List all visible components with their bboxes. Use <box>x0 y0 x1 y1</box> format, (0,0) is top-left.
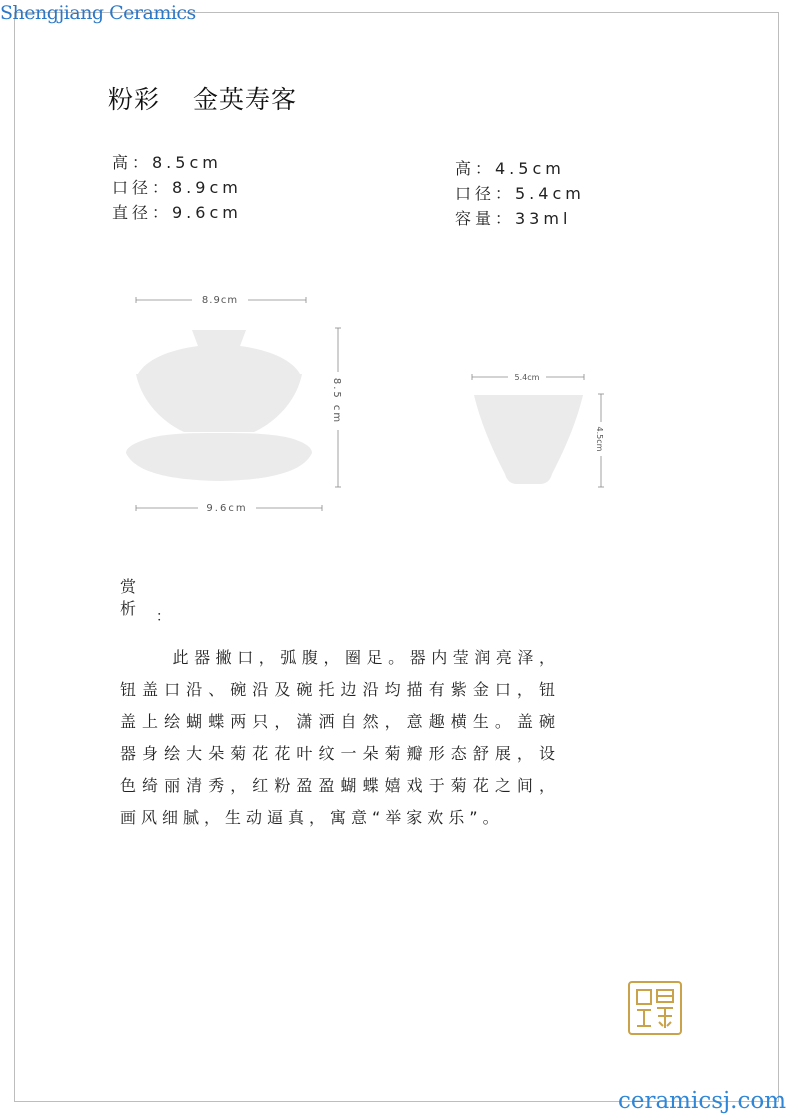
cup-mouth-label: 5.4cm <box>514 373 540 382</box>
gaiwan-diameter-label: 9.6cm <box>206 503 248 514</box>
dimension-diagram <box>0 0 790 540</box>
gaiwan-lid-knob <box>192 330 246 346</box>
spec-height: 高：8.5cm <box>112 153 222 172</box>
spec-cup-height: 高：4.5cm <box>455 159 565 178</box>
gaiwan-lid <box>138 346 300 374</box>
cup-silhouette <box>474 395 583 484</box>
title-name: 金英寿客 <box>192 85 297 114</box>
appreciation-label-line2: 析 <box>120 599 137 618</box>
gaiwan-saucer <box>126 433 312 481</box>
appreciation-text: 此器撇口，弧腹，圈足。器内莹润亮泽，钮盖口沿、碗沿及碗托边沿均描有紫金口，钮盖上绘蝴蝶两只，潇洒自然，意趣横生。盖碗器身绘大朵菊花花叶纹一朵菊瓣形态舒展，设色绮丽清秀，红粉盈盈蝴蝶嬉戏于菊花之间，画风细腻，生动逼真，寓意“举家欢乐”。 <box>120 648 560 827</box>
watermark-top: Shengjiang Ceramics <box>0 2 196 24</box>
watermark-bottom: ceramicsj.com <box>617 1088 786 1114</box>
spec-diameter: 直径：9.6cm <box>112 203 242 222</box>
spec-cup-capacity: 容量：33ml <box>455 209 572 228</box>
seal-stamp <box>627 980 683 1036</box>
gaiwan-silhouette <box>126 330 312 481</box>
cup-height-label: 4.5cm <box>595 426 604 452</box>
title-category: 粉彩 <box>108 85 161 114</box>
appreciation-label-colon: ： <box>156 609 170 625</box>
spec-mouth: 口径：8.9cm <box>112 178 242 197</box>
gaiwan-body <box>136 374 302 432</box>
appreciation-label <box>120 576 170 625</box>
gaiwan-height-label: 8.5 cm <box>331 377 342 425</box>
appreciation-label-line1: 赏 <box>120 577 137 596</box>
appreciation-text-block <box>120 642 560 834</box>
gaiwan-mouth-label: 8.9cm <box>201 295 239 306</box>
spec-cup-mouth: 口径：5.4cm <box>455 184 585 203</box>
